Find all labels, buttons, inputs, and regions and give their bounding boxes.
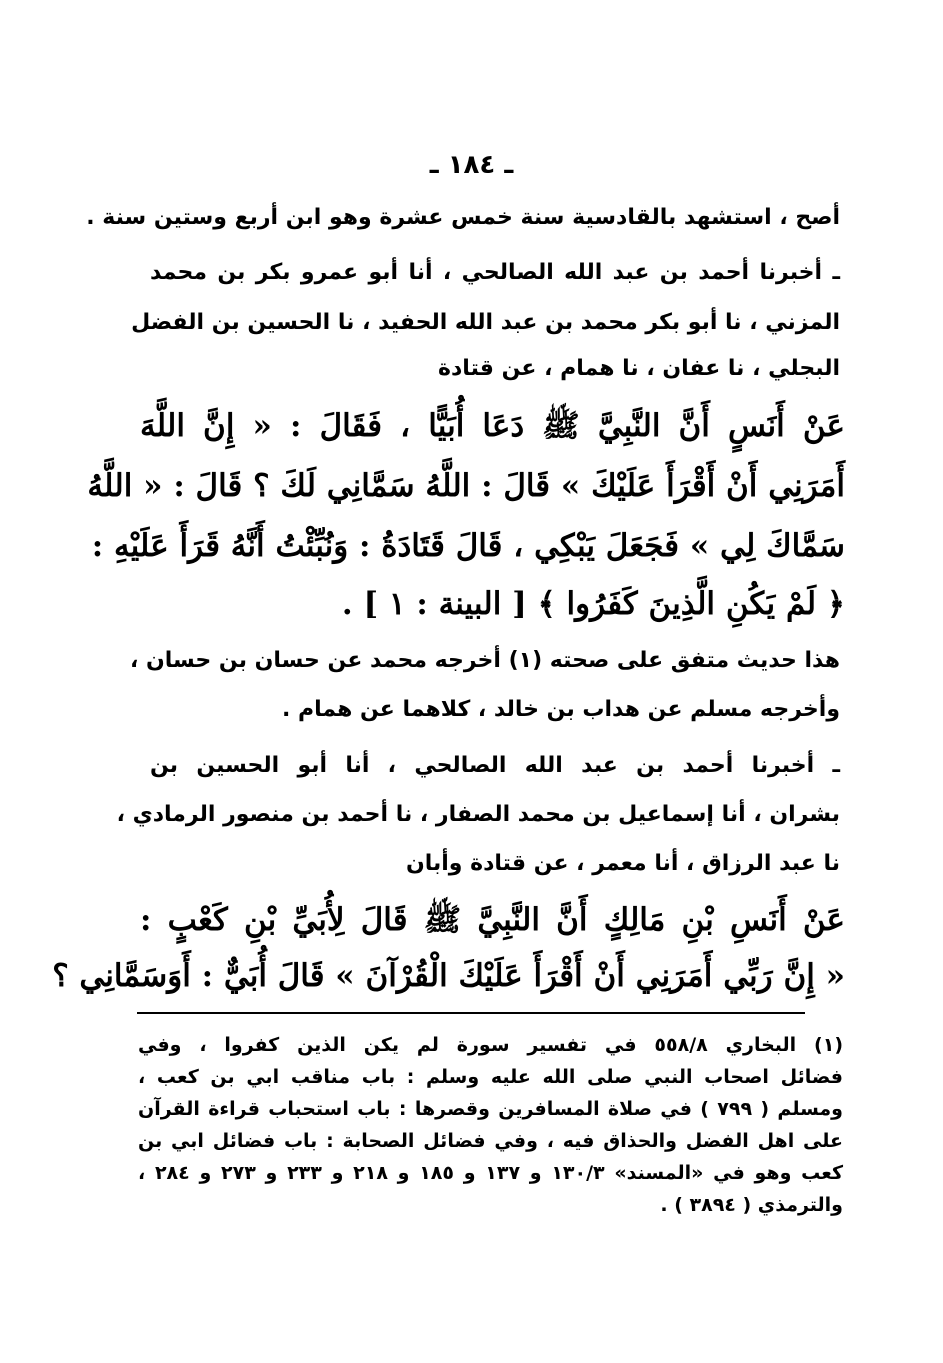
hadith-line: عَنْ أَنَسِ بْنِ مَالِكٍ أَنَّ النَّبِيَّ ﷺ قَالَ لِأُبَيِّ بْنِ كَعْبٍ : (140, 902, 845, 938)
hadith-line: أَمَرَنِي أَنْ أَقْرَأَ عَلَيْكَ » قَالَ : اللَّهُ سَمَّانِي لَكَ ؟ قَالَ : « اللَّهُ (87, 468, 845, 504)
footnote-line: ومسلم ( ٧٩٩ ) في صلاة المسافرين وقصرها : باب استحباب قراءة القرآن (138, 1098, 843, 1120)
text-line: ـ أخبرنا أحمد بن عبد الله الصالحي ، أنا أبو الحسين بن (150, 753, 840, 778)
footnote-separator (137, 1012, 805, 1014)
text-line: المزني ، نا أبو بكر محمد بن عبد الله الحفيد ، نا الحسين بن الفضل (131, 310, 840, 335)
text-line: نا عبد الرزاق ، أنا معمر ، عن قتادة وأبان (405, 851, 840, 876)
hadith-line: ﴿ لَمْ يَكُنِ الَّذِينَ كَفَرُوا ﴾ [ البينة : ١ ] . (341, 586, 845, 622)
footnote-line: على اهل الفضل والحذاق فيه ، وفي فضائل الصحابة : باب فضائل ابي بن (138, 1130, 843, 1152)
hadith-line: عَنْ أَنَسٍ أَنَّ النَّبِيَّ ﷺ دَعَا أُبَيًّا ، فَقَالَ : « إِنَّ اللَّهَ (140, 408, 845, 444)
footnote-line: (١) البخاري ٥٥٨/٨ في تفسير سورة لم يكن الذين كفروا ، وفي (138, 1034, 843, 1056)
text-line: أصح ، استشهد بالقادسية سنة خمس عشرة وهو ابن أربع وستين سنة . (86, 205, 840, 230)
text-line: هذا حديث متفق على صحته (١) أخرجه محمد عن حسان بن حسان ، (129, 648, 840, 673)
hadith-line: « إِنَّ رَبِّي أَمَرَنِي أَنْ أَقْرَأَ عَلَيْكَ الْقُرْآنَ » قَالَ أُبَيٌّ : أَوَسَمَّانِي ؟ (52, 958, 845, 994)
footnote-line: والترمذي ( ٣٨٩٤ ) . (660, 1194, 843, 1216)
footnote-line: كعب وهو في «المسند» ١٣٠/٣ و ١٣٧ و ١٨٥ و ٢١٨ و ٢٣٣ و ٢٧٣ و ٢٨٤ ، (138, 1162, 843, 1184)
text-line: بشران ، أنا إسماعيل بن محمد الصفار ، نا أحمد بن منصور الرمادي ، (116, 802, 840, 827)
text-line: وأخرجه مسلم عن هداب بن خالد ، كلاهما عن همام . (281, 697, 840, 722)
page-number: ـ ١٨٤ ـ (429, 150, 514, 180)
text-line: البجلي ، نا عفان ، نا همام ، عن قتادة (438, 356, 840, 381)
footnote-line: فضائل اصحاب النبي صلى الله عليه وسلم : باب مناقب ابي بن كعب ، (138, 1066, 843, 1088)
hadith-line: سَمَّاكَ لِي » فَجَعَلَ يَبْكِي ، قَالَ قَتَادَةُ : وَنُبِّئْتُ أَنَّهُ قَرَأَ عَلَيْهِ : (91, 528, 845, 564)
text-line: ـ أخبرنا أحمد بن عبد الله الصالحي ، أنا أبو عمرو بكر بن محمد (150, 260, 840, 285)
